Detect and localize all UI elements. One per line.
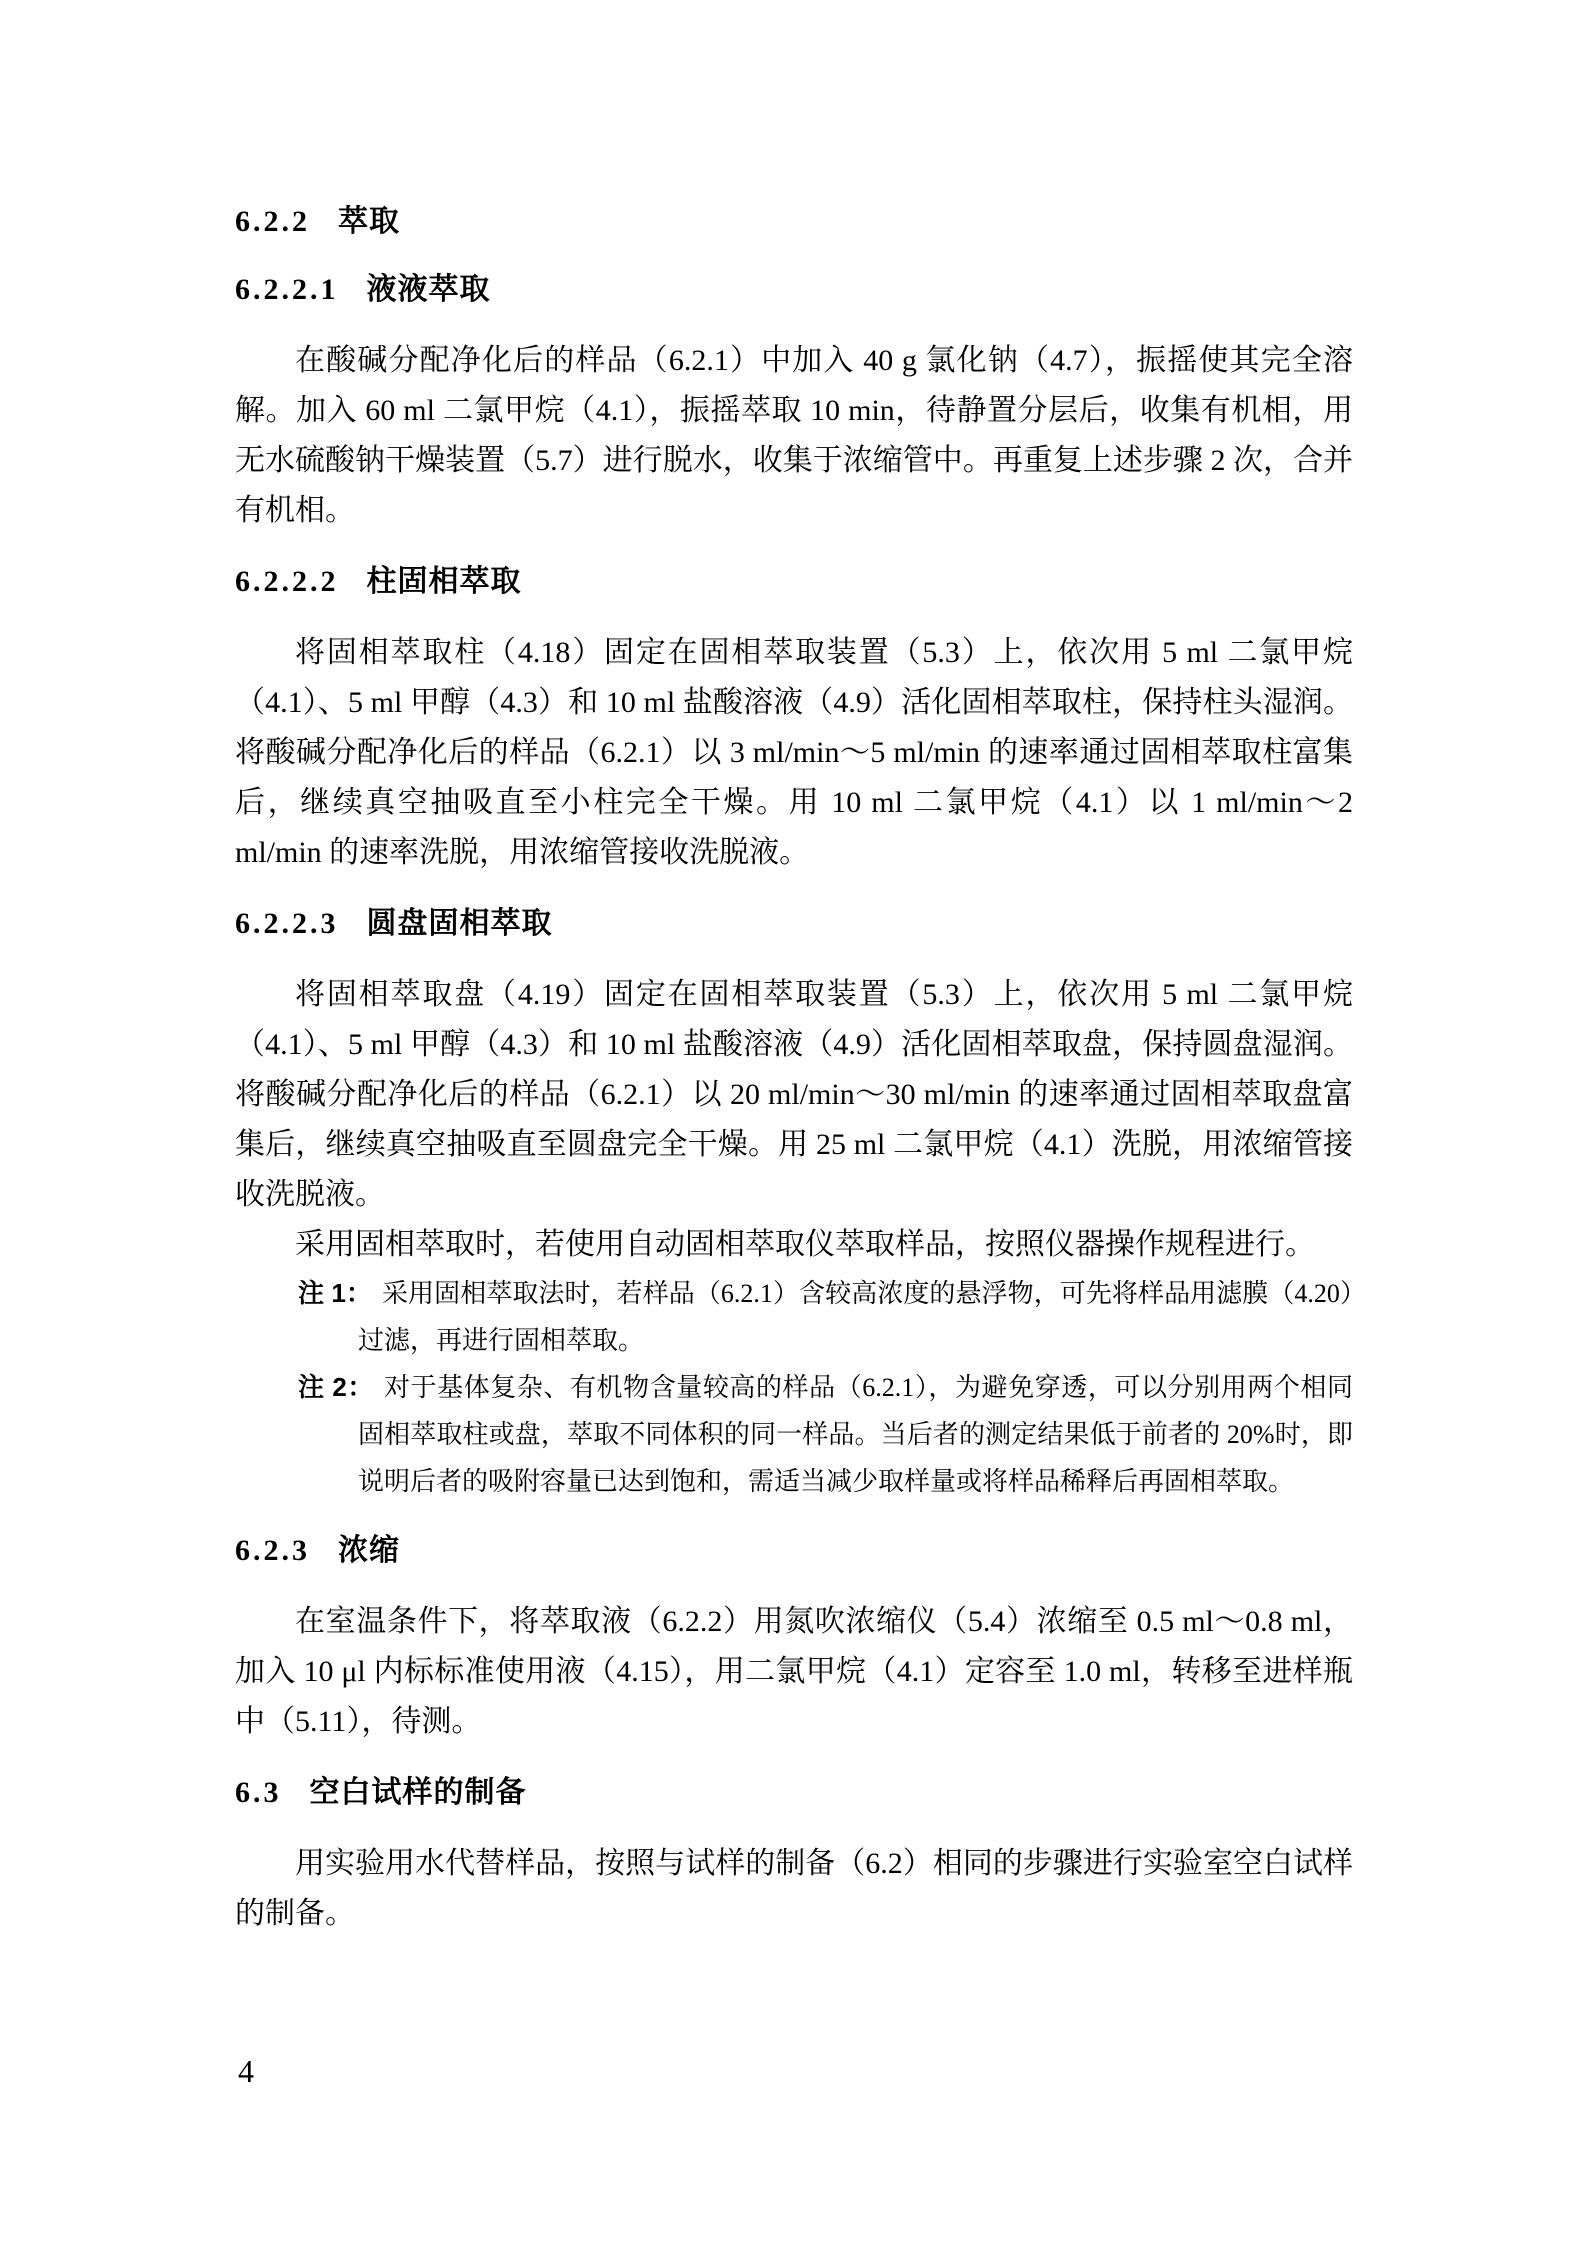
heading-number: 6.2.2.2	[235, 565, 339, 598]
heading-column-spe	[235, 560, 1353, 604]
paragraph-disk-spe: 将固相萃取盘（4.19）固定在固相萃取装置（5.3）上，依次用 5 ml 二氯甲烷（4.1）、5 ml 甲醇（4.3）和 10 ml 盐酸溶液（4.9）活化固相萃取盘，保持圆盘湿润。将酸碱分配净化后的样品（6.2.1）以 20 ml/min～30 ml/min 的速率通过固相萃取盘富集后，继续真空抽吸直至圆盘完全干燥。用 25 ml 二氯甲烷（4.1）洗脱，用浓缩管接收洗脱液。	[235, 978, 1353, 1211]
heading-number: 6.3	[235, 1776, 282, 1809]
paragraph-concentration: 在室温条件下，将萃取液（6.2.2）用氮吹浓缩仪（5.4）浓缩至 0.5 ml～0.8 ml，加入 10 μl 内标标准使用液（4.15），用二氯甲烷（4.1）定容至 1.0 ml，转移至进样瓶中（5.11），待测。	[235, 1605, 1353, 1738]
heading-disk-spe	[235, 902, 1353, 946]
heading-number: 6.2.2.1	[235, 273, 339, 306]
heading-title: 圆盘固相萃取	[366, 907, 553, 940]
heading-concentration	[235, 1529, 1353, 1573]
heading-title: 柱固相萃取	[366, 565, 522, 598]
heading-blank-sample-preparation	[235, 1771, 1353, 1815]
note-1	[235, 1270, 1353, 1364]
heading-liquid-liquid-extraction	[235, 268, 1353, 312]
heading-number: 6.2.3	[235, 1534, 310, 1567]
note-label: 注 1：	[298, 1278, 372, 1308]
note-text: 采用固相萃取法时，若样品（6.2.1）含较高浓度的悬浮物，可先将样品用滤膜（4.20）过滤，再进行固相萃取。	[358, 1279, 1353, 1355]
heading-extraction	[235, 200, 1353, 244]
page-number: 4	[238, 2053, 254, 2089]
heading-title: 空白试样的制备	[309, 1776, 527, 1809]
paragraph-column-spe: 将固相萃取柱（4.18）固定在固相萃取装置（5.3）上，依次用 5 ml 二氯甲烷（4.1）、5 ml 甲醇（4.3）和 10 ml 盐酸溶液（4.9）活化固相萃取柱，保持柱头湿润。将酸碱分配净化后的样品（6.2.1）以 3 ml/min～5 ml/min 的速率通过固相萃取柱富集后，继续真空抽吸直至小柱完全干燥。用 10 ml 二氯甲烷（4.1）以 1 ml/min～2 ml/min 的速率洗脱，用浓缩管接收洗脱液。	[235, 636, 1353, 869]
heading-number: 6.2.2	[235, 205, 310, 238]
paragraph-blank-sample-preparation: 用实验用水代替样品，按照与试样的制备（6.2）相同的步骤进行实验室空白试样的制备。	[235, 1847, 1353, 1930]
paragraph-auto-spe: 采用固相萃取时，若使用自动固相萃取仪萃取样品，按照仪器操作规程进行。	[295, 1228, 1315, 1261]
paragraph-liquid-liquid-extraction: 在酸碱分配净化后的样品（6.2.1）中加入 40 g 氯化钠（4.7），振摇使其完全溶解。加入 60 ml 二氯甲烷（4.1），振摇萃取 10 min，待静置分层后，收集有机相，用无水硫酸钠干燥装置（5.7）进行脱水，收集于浓缩管中。再重复上述步骤 2 次，合并有机相。	[235, 344, 1353, 527]
note-label: 注 2：	[298, 1372, 374, 1402]
note-text: 对于基体复杂、有机物含量较高的样品（6.2.1），为避免穿透，可以分别用两个相同固相萃取柱或盘，萃取不同体积的同一样品。当后者的测定结果低于前者的 20%时，即说明后者的吸附容量已达到饱和，需适当减少取样量或将样品稀释后再固相萃取。	[358, 1373, 1353, 1496]
heading-number: 6.2.2.3	[235, 907, 339, 940]
heading-title: 浓缩	[338, 1534, 400, 1567]
heading-title: 萃取	[338, 205, 400, 238]
heading-title: 液液萃取	[366, 273, 491, 306]
note-2	[235, 1364, 1353, 1505]
document-content	[235, 200, 1353, 1939]
